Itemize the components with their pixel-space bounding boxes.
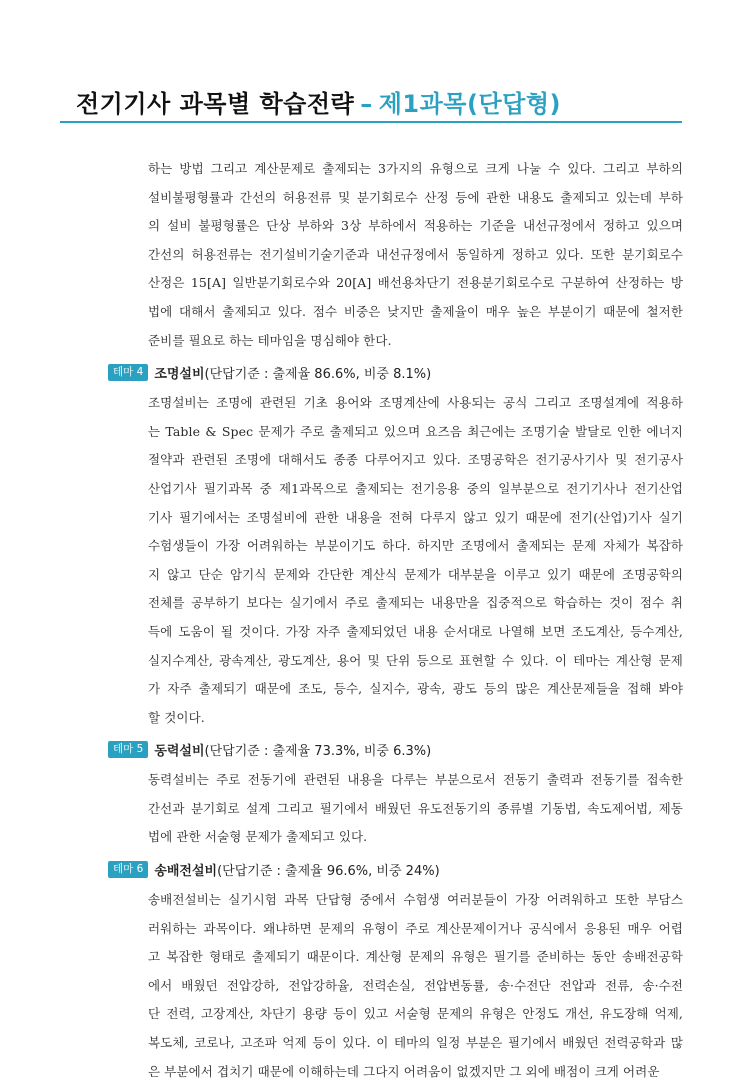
text-line: 산정은 15[A] 일반분기회로수와 20[A] 배선용차단기 전용분기회로수로 구분하여 산정하는 방: [148, 275, 683, 291]
theme-criteria: (단답기준 : 출제율 86.6%, 비중 8.1%): [204, 366, 432, 382]
theme-paragraph: [148, 766, 683, 852]
text-line: 설비불평형률과 간선의 허용전류 및 분기회로수 산정 등에 관한 내용도 출제되고 있는데 부하: [148, 189, 683, 205]
theme-badge: 테마 5: [108, 741, 148, 758]
title-subtitle: 제1과목(단답형): [378, 90, 561, 118]
text-line: 준비를 필요로 하는 테마임을 명심해야 한다.: [148, 332, 392, 348]
text-line: 절약과 관련된 조명에 대해서도 종종 다루어지고 있다. 조명공학은 전기공사기사 및 전기공사: [148, 452, 683, 468]
text-line: 에서 배웠던 전압강하, 전압강하율, 전력손실, 전압변동률, 송·수전단 전압과 전류, 송·수전: [148, 977, 683, 993]
theme-paragraph: [148, 389, 683, 732]
text-line: 은 부분에서 겹치기 때문에 이해하는데 그다지 어려움이 없겠지만 그 외에 배점이 크게 어려운: [148, 1063, 660, 1079]
text-line: 득에 도움이 될 것이다. 가장 자주 출제되었던 내용 순서대로 나열해 보면 조도계산, 등수계산,: [148, 623, 683, 639]
text-line: 가 자주 출제되기 때문에 조도, 등수, 실지수, 광속, 광도 등의 많은 계산문제들을 접해 봐야: [148, 681, 683, 697]
page-title: [76, 84, 561, 119]
text-line: 러워하는 과목이다. 왜냐하면 문제의 유형이 주로 계산문제이거나 공식에서 응용된 매우 어렵: [148, 920, 683, 936]
text-line: 기사 필기에서는 조명설비에 관한 내용을 전혀 다루지 않고 있기 때문에 전기(산업)기사 실기: [148, 509, 683, 525]
document-body: [113, 155, 683, 1086]
theme-name: 송배전설비: [154, 863, 218, 879]
intro-paragraph: [148, 155, 683, 355]
theme-heading: [108, 856, 683, 882]
text-line: 단 전력, 고장계산, 차단기 용량 등이 있고 서술형 문제의 유형은 안정도 개선, 유도장해 억제,: [148, 1006, 683, 1022]
theme-badge: 테마 6: [108, 861, 148, 878]
text-line: 의 설비 불평형률은 단상 부하와 3상 부하에서 적용하는 기준을 내선규정에서 정하고 있으며: [148, 218, 683, 234]
text-line: 복도체, 코로나, 고조파 억제 등이 있다. 이 테마의 일정 부분은 필기에서 배웠던 전력공학과 많: [148, 1035, 683, 1051]
text-line: 전체를 공부하기 보다는 실기에서 주로 출제되는 내용만을 집중적으로 학습하는 것이 점수 취: [148, 595, 683, 611]
theme-criteria: (단답기준 : 출제율 96.6%, 비중 24%): [217, 863, 440, 879]
text-line: 는 Table & Spec 문제가 주로 출제되고 있으며 요즈음 최근에는 조명기술 발달로 인한 에너지: [148, 423, 683, 439]
text-line: 조명설비는 조명에 관련된 기초 용어와 조명계산에 사용되는 공식 그리고 조명설계에 적용하: [148, 395, 683, 411]
text-line: 할 것이다.: [148, 709, 205, 725]
text-line: 하는 방법 그리고 계산문제로 출제되는 3가지의 유형으로 크게 나눌 수 있다. 그리고 부하의: [148, 161, 683, 176]
text-line: 지 않고 단순 암기식 문제와 간단한 계산식 문제가 대부분을 이루고 있기 때문에 조명공학의: [148, 566, 683, 582]
text-line: 수험생들이 가장 어려워하는 부분이기도 하다. 하지만 조명에서 출제되는 문제 자체가 복잡하: [148, 538, 683, 554]
text-line: 실지수계산, 광속계산, 광도계산, 용어 및 단위 등으로 표현할 수 있다. 이 테마는 계산형 문제: [148, 652, 683, 668]
theme-name: 동력설비: [154, 743, 205, 759]
theme-paragraph: [148, 886, 683, 1086]
theme-name: 조명설비: [154, 366, 205, 382]
theme-heading: [108, 736, 683, 762]
title-divider: [60, 121, 682, 123]
text-line: 산업기사 필기과목 중 제1과목으로 출제되는 전기응용 중의 일부분으로 전기기사나 전기산업: [148, 480, 683, 496]
text-line: 간선과 분기회로 설계 그리고 필기에서 배웠던 유도전동기의 종류별 기동법, 속도제어법, 제동: [148, 800, 683, 816]
text-line: 법에 관한 서술형 문제가 출제되고 있다.: [148, 829, 368, 845]
text-line: 고 복잡한 형태로 출제되기 때문이다. 계산형 문제의 유형은 필기를 준비하는 동안 송배전공학: [148, 949, 683, 965]
text-line: 간선의 허용전류는 전기설비기술기준과 내선규정에서 동일하게 정하고 있다. 또한 분기회로수: [148, 246, 683, 262]
title-separator: –: [360, 90, 373, 118]
text-line: 송배전설비는 실기시험 과목 단답형 중에서 수험생 여러분들이 가장 어려워하고 또한 부담스: [148, 892, 683, 908]
text-line: 법에 대해서 출제되고 있다. 점수 비중은 낮지만 출제율이 매우 높은 부분이기 때문에 철저한: [148, 303, 683, 319]
theme-criteria: (단답기준 : 출제율 73.3%, 비중 6.3%): [204, 743, 432, 759]
theme-heading: [108, 359, 683, 385]
title-main: 전기기사 과목별 학습전략: [76, 90, 355, 118]
text-line: 동력설비는 주로 전동기에 관련된 내용을 다루는 부분으로서 전동기 출력과 전동기를 접속한: [148, 772, 683, 788]
theme-badge: 테마 4: [108, 364, 148, 381]
